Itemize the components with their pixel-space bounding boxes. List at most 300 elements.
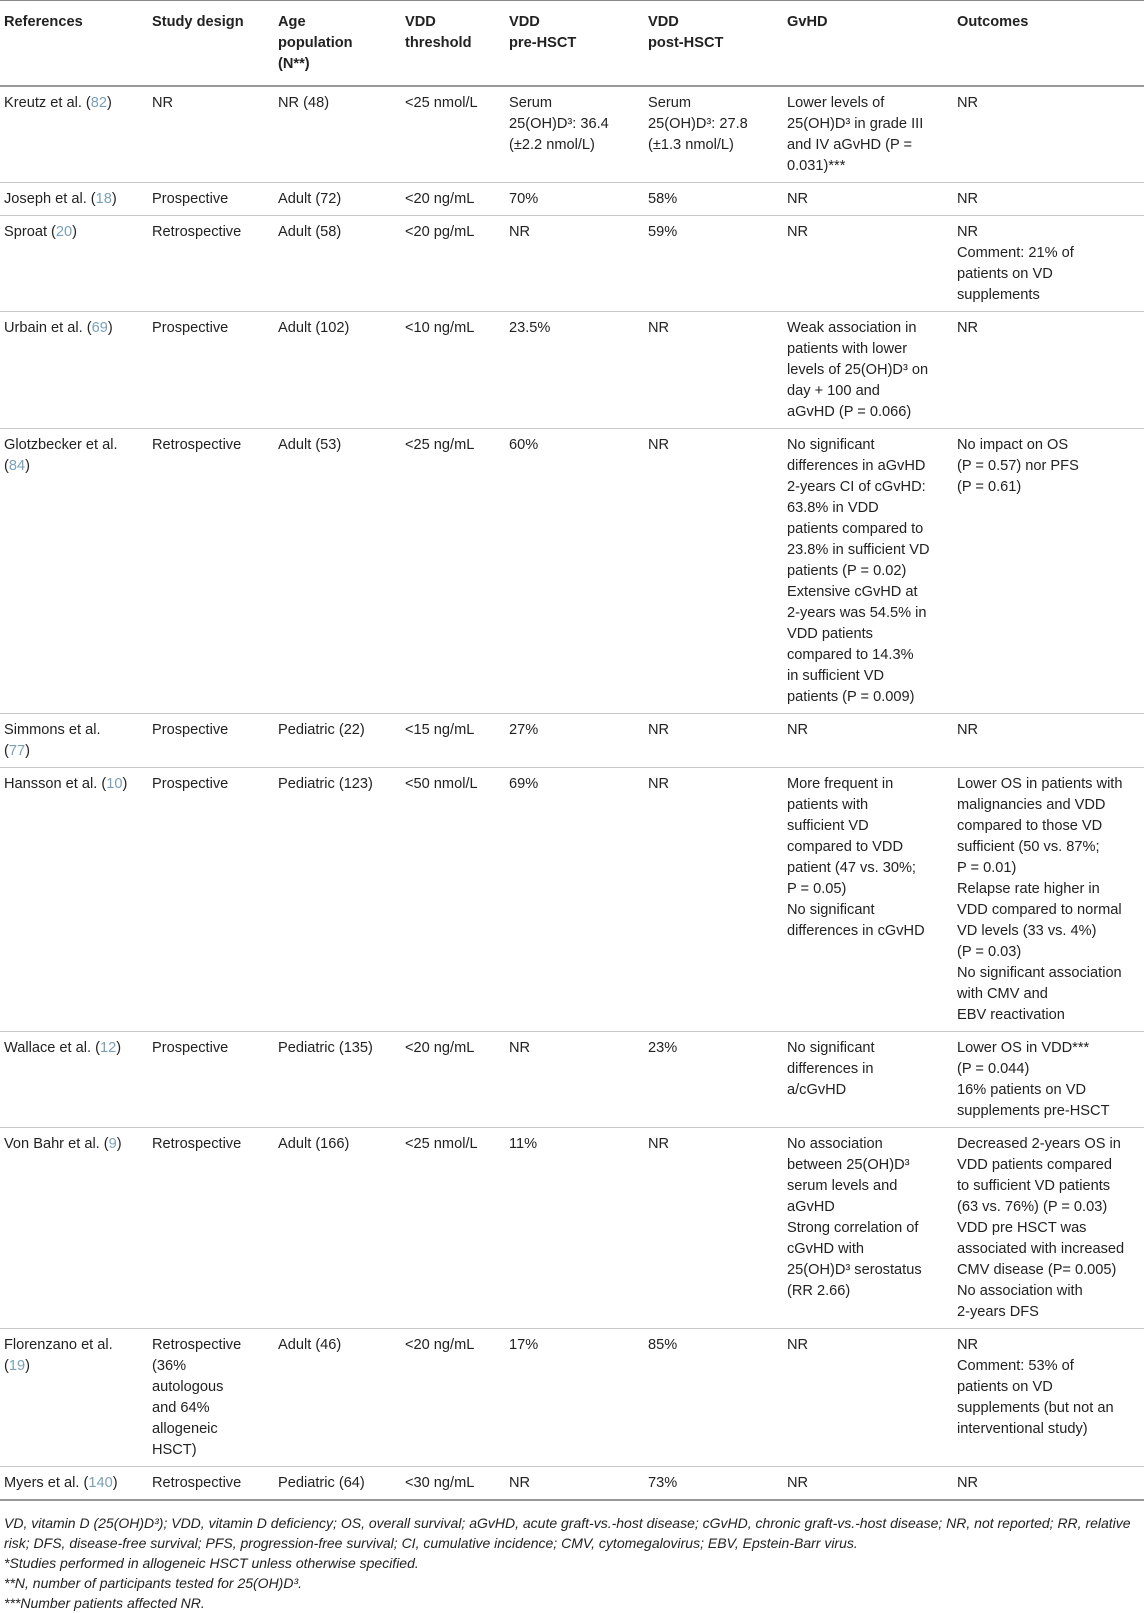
cell-text-line: Serum [509, 95, 552, 111]
cell-text-line: patients (P = 0.009) [787, 689, 915, 705]
cell-text-line: patients compared to [787, 521, 924, 537]
cell-text-line: 23.5% [509, 320, 551, 336]
cell-text-line: Glotzbecker et al. [4, 437, 118, 453]
cell-vdd-post-hsct [644, 1032, 783, 1128]
cell-vdd-pre-hsct [505, 429, 644, 714]
cell-text-line: P = 0.01) [957, 860, 1017, 876]
cell-text-line: (77) [4, 743, 30, 759]
cell-age-population [274, 1128, 401, 1329]
cell-text-line: Decreased 2-years OS in [957, 1136, 1121, 1152]
table-row [0, 1467, 1144, 1501]
cell-text-line: 16% patients on VD [957, 1082, 1086, 1098]
cell-text-line: Pediatric (123) [278, 776, 373, 792]
cell-vdd-threshold [401, 1128, 505, 1329]
cell-outcomes [953, 714, 1144, 768]
cell-text-line: (RR 2.66) [787, 1283, 851, 1299]
cell-text-line: More frequent in [787, 776, 894, 792]
cell-age-population [274, 216, 401, 312]
cell-gvhd [783, 216, 953, 312]
cell-text-line: <20 ng/mL [405, 1040, 475, 1056]
cell-text-line: with CMV and [957, 986, 1048, 1002]
cell-gvhd [783, 86, 953, 183]
cell-gvhd [783, 714, 953, 768]
cell-text-line: No association [787, 1136, 883, 1152]
cell-references [0, 1467, 148, 1501]
table-row [0, 1032, 1144, 1128]
cell-outcomes [953, 86, 1144, 183]
cell-age-population [274, 1467, 401, 1501]
cell-vdd-post-hsct [644, 714, 783, 768]
cell-outcomes [953, 1467, 1144, 1501]
cell-vdd-threshold [401, 1329, 505, 1467]
cell-text-line: autologous [152, 1379, 224, 1395]
cell-vdd-pre-hsct [505, 1128, 644, 1329]
footnote-affected: ***Number patients affected NR. [4, 1595, 205, 1611]
cell-text-line: NR [957, 224, 979, 240]
cell-vdd-post-hsct [644, 1128, 783, 1329]
cell-vdd-pre-hsct [505, 1032, 644, 1128]
cell-outcomes [953, 312, 1144, 429]
cell-text-line: Comment: 53% of [957, 1358, 1074, 1374]
cell-outcomes [953, 768, 1144, 1032]
column-header-vdd-threshold [401, 1, 505, 87]
cell-text-line: NR [648, 320, 670, 336]
footnote-abbreviations-line-2: risk; DFS, disease-free survival; PFS, progression-free survival; CI, cumulative incidence; CMV, cytomegalovirus; EBV, Epstein-Barr virus. [4, 1535, 858, 1551]
cell-text-line: VDD patients [787, 626, 873, 642]
cell-text-line: between 25(OH)D³ [787, 1157, 910, 1173]
cell-text-line: NR [787, 224, 809, 240]
cell-study-design [148, 1032, 274, 1128]
cell-text-line: No significant [787, 437, 875, 453]
cell-vdd-post-hsct [644, 768, 783, 1032]
header-text-line: (N**) [278, 56, 310, 72]
citation-link[interactable]: 18 [95, 191, 112, 207]
header-text-line: VDD [509, 14, 540, 30]
cell-vdd-threshold [401, 312, 505, 429]
cell-text-line: 2-years DFS [957, 1304, 1039, 1320]
cell-text-line: patients on VD [957, 1379, 1053, 1395]
cell-text-line: patients on VD [957, 266, 1053, 282]
header-text-line: VDD [648, 14, 679, 30]
column-header-references [0, 1, 148, 87]
cell-outcomes [953, 1329, 1144, 1467]
cell-vdd-threshold [401, 86, 505, 183]
table-row [0, 86, 1144, 183]
table-row [0, 1128, 1144, 1329]
cell-text-line: VDD pre HSCT was [957, 1220, 1087, 1236]
cell-text-line: Retrospective [152, 437, 242, 453]
cell-vdd-post-hsct [644, 1329, 783, 1467]
cell-text-line: (63 vs. 76%) (P = 0.03) [957, 1199, 1108, 1215]
cell-text-line: Lower OS in VDD*** [957, 1040, 1090, 1056]
cell-text-line: cGvHD with [787, 1241, 865, 1257]
cell-text-line: 2-years CI of cGvHD: [787, 479, 926, 495]
cell-age-population [274, 1032, 401, 1128]
citation-link[interactable]: 10 [106, 776, 123, 792]
cell-text-line: <15 ng/mL [405, 722, 475, 738]
cell-text-line: Retrospective [152, 1136, 242, 1152]
cell-text-line: (±1.3 nmol/L) [648, 137, 734, 153]
cell-text-line: aGvHD (P = 0.066) [787, 404, 912, 420]
cell-references [0, 714, 148, 768]
cell-text-line: NR [648, 1136, 670, 1152]
cell-text-line: NR [957, 1475, 979, 1491]
cell-references [0, 86, 148, 183]
cell-age-population [274, 768, 401, 1032]
cell-age-population [274, 1329, 401, 1467]
cell-text-line: and IV aGvHD (P = [787, 137, 913, 153]
cell-text-line: (36% [152, 1358, 187, 1374]
cell-text-line: 25(OH)D³: 36.4 [509, 116, 609, 132]
cell-text-line: NR (48) [278, 95, 330, 111]
cell-text-line: associated with increased [957, 1241, 1125, 1257]
cell-vdd-post-hsct [644, 183, 783, 216]
cell-text-line: Joseph et al. (18) [4, 191, 117, 207]
cell-text-line: Retrospective [152, 224, 242, 240]
cell-text-line: aGvHD [787, 1199, 835, 1215]
footnote-participants: **N, number of participants tested for 25(OH)D³. [4, 1575, 303, 1591]
cell-text-line: differences in cGvHD [787, 923, 925, 939]
cell-text-line: <30 ng/mL [405, 1475, 475, 1491]
cell-text-line: Prospective [152, 320, 229, 336]
header-row [0, 1, 1144, 87]
citation-link[interactable]: 19 [8, 1358, 26, 1374]
cell-text-line: Prospective [152, 776, 229, 792]
cell-text-line: NR [787, 191, 809, 207]
cell-text-line: Pediatric (64) [278, 1475, 365, 1491]
header-text-line: pre-HSCT [509, 35, 577, 51]
cell-gvhd [783, 183, 953, 216]
cell-text-line: 85% [648, 1337, 678, 1353]
cell-references [0, 1032, 148, 1128]
cell-vdd-pre-hsct [505, 183, 644, 216]
cell-outcomes [953, 429, 1144, 714]
cell-text-line: Relapse rate higher in [957, 881, 1100, 897]
cell-text-line: NR [957, 1337, 979, 1353]
cell-vdd-threshold [401, 1032, 505, 1128]
cell-text-line: <20 ng/mL [405, 191, 475, 207]
citation-link[interactable]: 84 [8, 458, 26, 474]
header-text-line: GvHD [787, 14, 828, 30]
table-row [0, 714, 1144, 768]
cell-gvhd [783, 1467, 953, 1501]
cell-text-line: Prospective [152, 722, 229, 738]
cell-text-line: NR [152, 95, 174, 111]
cell-text-line: Weak association in [787, 320, 917, 336]
cell-text-line: 0.031)*** [787, 158, 846, 174]
cell-study-design [148, 1467, 274, 1501]
cell-text-line: 63.8% in VDD [787, 500, 879, 516]
header-text-line: References [4, 14, 83, 30]
cell-text-line: Adult (166) [278, 1136, 350, 1152]
cell-text-line: Retrospective [152, 1337, 242, 1353]
cell-references [0, 216, 148, 312]
cell-text-line: No significant association [957, 965, 1122, 981]
cell-outcomes [953, 1032, 1144, 1128]
cell-age-population [274, 714, 401, 768]
cell-references [0, 1128, 148, 1329]
citation-link[interactable]: 69 [91, 320, 108, 336]
cell-text-line: 23.8% in sufficient VD [787, 542, 930, 558]
cell-text-line: Serum [648, 95, 691, 111]
cell-text-line: a/cGvHD [787, 1082, 847, 1098]
cell-age-population [274, 183, 401, 216]
table-header [0, 1, 1144, 87]
cell-text-line: 69% [509, 776, 539, 792]
cell-text-line: Myers et al. (140) [4, 1475, 118, 1491]
header-text-line: Outcomes [957, 14, 1029, 30]
cell-text-line: NR [509, 224, 531, 240]
cell-text-line: interventional study) [957, 1421, 1088, 1437]
cell-text-line: Strong correlation of [787, 1220, 919, 1236]
table-row [0, 429, 1144, 714]
cell-outcomes [953, 183, 1144, 216]
cell-text-line: <25 nmol/L [405, 1136, 478, 1152]
cell-text-line: to sufficient VD patients [957, 1178, 1111, 1194]
citation-link[interactable]: 20 [55, 224, 73, 240]
cell-references [0, 429, 148, 714]
cell-text-line: 60% [509, 437, 539, 453]
cell-text-line: supplements pre-HSCT [957, 1103, 1110, 1119]
cell-text-line: <20 pg/mL [405, 224, 475, 240]
cell-vdd-pre-hsct [505, 86, 644, 183]
cell-text-line: Adult (72) [278, 191, 342, 207]
cell-vdd-pre-hsct [505, 1467, 644, 1501]
cell-references [0, 183, 148, 216]
cell-vdd-threshold [401, 714, 505, 768]
cell-vdd-post-hsct [644, 312, 783, 429]
cell-text-line: differences in aGvHD [787, 458, 926, 474]
cell-text-line: VDD patients compared [957, 1157, 1112, 1173]
column-header-vdd-pre-hsct [505, 1, 644, 87]
cell-text-line: and 64% [152, 1400, 210, 1416]
cell-text-line: 25(OH)D³ in grade III [787, 116, 924, 132]
cell-references [0, 1329, 148, 1467]
table-row [0, 216, 1144, 312]
cell-text-line: Wallace et al. (12) [4, 1040, 122, 1056]
cell-text-line: NR [957, 95, 979, 111]
cell-age-population [274, 429, 401, 714]
cell-text-line: NR [787, 1475, 809, 1491]
cell-text-line: supplements (but not an [957, 1400, 1114, 1416]
cell-text-line: NR [509, 1040, 531, 1056]
cell-gvhd [783, 1128, 953, 1329]
table-row [0, 768, 1144, 1032]
cell-text-line: EBV reactivation [957, 1007, 1065, 1023]
cell-text-line: Retrospective [152, 1475, 242, 1491]
header-text-line: VDD [405, 14, 436, 30]
cell-text-line: Lower OS in patients with [957, 776, 1123, 792]
cell-text-line: (P = 0.57) nor PFS [957, 458, 1079, 474]
citation-link[interactable]: 82 [90, 95, 108, 111]
header-text-line: Study design [152, 14, 244, 30]
cell-text-line: day + 100 and [787, 383, 880, 399]
cell-text-line: Pediatric (22) [278, 722, 365, 738]
citation-link[interactable]: 140 [88, 1475, 113, 1491]
cell-text-line: in sufficient VD [787, 668, 885, 684]
cell-text-line: Prospective [152, 1040, 229, 1056]
column-header-study-design [148, 1, 274, 87]
cell-outcomes [953, 216, 1144, 312]
cell-text-line: (P = 0.03) [957, 944, 1022, 960]
cell-text-line: 25(OH)D³ serostatus [787, 1262, 922, 1278]
cell-text-line: 27% [509, 722, 539, 738]
cell-text-line: Florenzano et al. [4, 1337, 113, 1353]
cell-text-line: Comment: 21% of [957, 245, 1074, 261]
cell-text-line: No impact on OS [957, 437, 1069, 453]
cell-text-line: Adult (53) [278, 437, 342, 453]
cell-text-line: <25 nmol/L [405, 95, 478, 111]
cell-study-design [148, 1128, 274, 1329]
cell-vdd-threshold [401, 1467, 505, 1501]
cell-text-line: compared to those VD [957, 818, 1103, 834]
cell-text-line: 2-years was 54.5% in [787, 605, 927, 621]
column-header-outcomes [953, 1, 1144, 87]
cell-text-line: <20 ng/mL [405, 1337, 475, 1353]
cell-text-line: NR [957, 722, 979, 738]
cell-references [0, 768, 148, 1032]
cell-text-line: Pediatric (135) [278, 1040, 373, 1056]
cell-gvhd [783, 768, 953, 1032]
cell-text-line: NR [648, 722, 670, 738]
cell-study-design [148, 86, 274, 183]
cell-vdd-pre-hsct [505, 216, 644, 312]
citation-link[interactable]: 12 [99, 1040, 117, 1056]
cell-text-line: sufficient VD [787, 818, 869, 834]
cell-text-line: 25(OH)D³: 27.8 [648, 116, 748, 132]
cell-text-line: (P = 0.61) [957, 479, 1022, 495]
cell-text-line: Kreutz et al. (82) [4, 95, 112, 111]
cell-vdd-pre-hsct [505, 1329, 644, 1467]
table-body [0, 86, 1144, 1500]
header-text-line: post-HSCT [648, 35, 724, 51]
cell-text-line: patient (47 vs. 30%; [787, 860, 916, 876]
cell-age-population [274, 312, 401, 429]
cell-age-population [274, 86, 401, 183]
cell-vdd-pre-hsct [505, 312, 644, 429]
column-header-gvhd [783, 1, 953, 87]
header-text-line: population [278, 35, 353, 51]
cell-text-line: Adult (102) [278, 320, 350, 336]
cell-text-line: Prospective [152, 191, 229, 207]
cell-vdd-threshold [401, 216, 505, 312]
cell-text-line: Adult (58) [278, 224, 342, 240]
cell-text-line: (±2.2 nmol/L) [509, 137, 595, 153]
header-text-line: threshold [405, 35, 472, 51]
cell-text-line: VDD compared to normal [957, 902, 1122, 918]
cell-text-line: patients (P = 0.02) [787, 563, 907, 579]
cell-text-line: 23% [648, 1040, 678, 1056]
cell-text-line: compared to VDD [787, 839, 903, 855]
cell-text-line: serum levels and [787, 1178, 898, 1194]
cell-text-line: CMV disease (P= 0.005) [957, 1262, 1117, 1278]
cell-text-line: (P = 0.044) [957, 1061, 1030, 1077]
citation-link[interactable]: 9 [108, 1136, 117, 1152]
cell-study-design [148, 1329, 274, 1467]
table-row [0, 1329, 1144, 1467]
cell-text-line: Adult (46) [278, 1337, 342, 1353]
cell-vdd-post-hsct [644, 86, 783, 183]
cell-vdd-threshold [401, 183, 505, 216]
cell-text-line: NR [787, 1337, 809, 1353]
cell-gvhd [783, 1329, 953, 1467]
cell-text-line: 73% [648, 1475, 678, 1491]
cell-text-line: Extensive cGvHD at [787, 584, 918, 600]
footnote-allogeneic: *Studies performed in allogeneic HSCT unless otherwise specified. [4, 1555, 419, 1571]
cell-vdd-post-hsct [644, 216, 783, 312]
table-row [0, 183, 1144, 216]
cell-text-line: NR [957, 320, 979, 336]
cell-study-design [148, 768, 274, 1032]
cell-text-line: NR [957, 191, 979, 207]
footnote-abbreviations-line-1: VD, vitamin D (25(OH)D³); VDD, vitamin D deficiency; OS, overall survival; aGvHD, acute graft-vs.-host disease; cGvHD, chronic graft-vs.-host disease; NR, not reported; RR, relative [4, 1515, 1131, 1531]
cell-text-line: VD levels (33 vs. 4%) [957, 923, 1097, 939]
cell-gvhd [783, 312, 953, 429]
cell-vdd-pre-hsct [505, 768, 644, 1032]
cell-text-line: NR [509, 1475, 531, 1491]
table-footnotes [0, 1501, 1144, 1613]
cell-text-line: Simmons et al. [4, 722, 101, 738]
cell-vdd-threshold [401, 768, 505, 1032]
cell-vdd-post-hsct [644, 1467, 783, 1501]
cell-vdd-pre-hsct [505, 714, 644, 768]
cell-text-line: 59% [648, 224, 678, 240]
cell-text-line: <10 ng/mL [405, 320, 475, 336]
cell-text-line: No significant [787, 1040, 875, 1056]
cell-text-line: NR [787, 722, 809, 738]
cell-text-line: No association with [957, 1283, 1083, 1299]
cell-text-line: (84) [4, 458, 30, 474]
cell-text-line: (19) [4, 1358, 30, 1374]
cell-text-line: malignancies and VDD [957, 797, 1106, 813]
cell-gvhd [783, 429, 953, 714]
cell-text-line: differences in [787, 1061, 874, 1077]
cell-text-line: Von Bahr et al. (9) [4, 1136, 122, 1152]
cell-text-line: sufficient (50 vs. 87%; [957, 839, 1100, 855]
header-text-line: Age [278, 14, 306, 30]
table-row [0, 312, 1144, 429]
cell-text-line: 11% [509, 1136, 538, 1152]
cell-text-line: compared to 14.3% [787, 647, 914, 663]
cell-text-line: 70% [509, 191, 539, 207]
cell-study-design [148, 714, 274, 768]
cell-gvhd [783, 1032, 953, 1128]
cell-outcomes [953, 1128, 1144, 1329]
cell-text-line: 58% [648, 191, 678, 207]
cell-text-line: No significant [787, 902, 875, 918]
cell-text-line: patients with lower [787, 341, 908, 357]
cell-text-line: NR [648, 437, 670, 453]
cell-study-design [148, 312, 274, 429]
cell-text-line: P = 0.05) [787, 881, 847, 897]
column-header-age-population [274, 1, 401, 87]
cell-text-line: <50 nmol/L [405, 776, 478, 792]
cell-text-line: NR [648, 776, 670, 792]
cell-study-design [148, 183, 274, 216]
cell-vdd-post-hsct [644, 429, 783, 714]
citation-link[interactable]: 77 [8, 743, 26, 759]
cell-text-line: Sproat (20) [4, 224, 78, 240]
cell-study-design [148, 429, 274, 714]
cell-vdd-threshold [401, 429, 505, 714]
cell-text-line: <25 ng/mL [405, 437, 475, 453]
cell-text-line: Hansson et al. (10) [4, 776, 128, 792]
cell-text-line: allogeneic [152, 1421, 218, 1437]
cell-text-line: HSCT) [152, 1442, 197, 1458]
cell-study-design [148, 216, 274, 312]
cell-text-line: levels of 25(OH)D³ on [787, 362, 929, 378]
cell-text-line: 17% [509, 1337, 539, 1353]
